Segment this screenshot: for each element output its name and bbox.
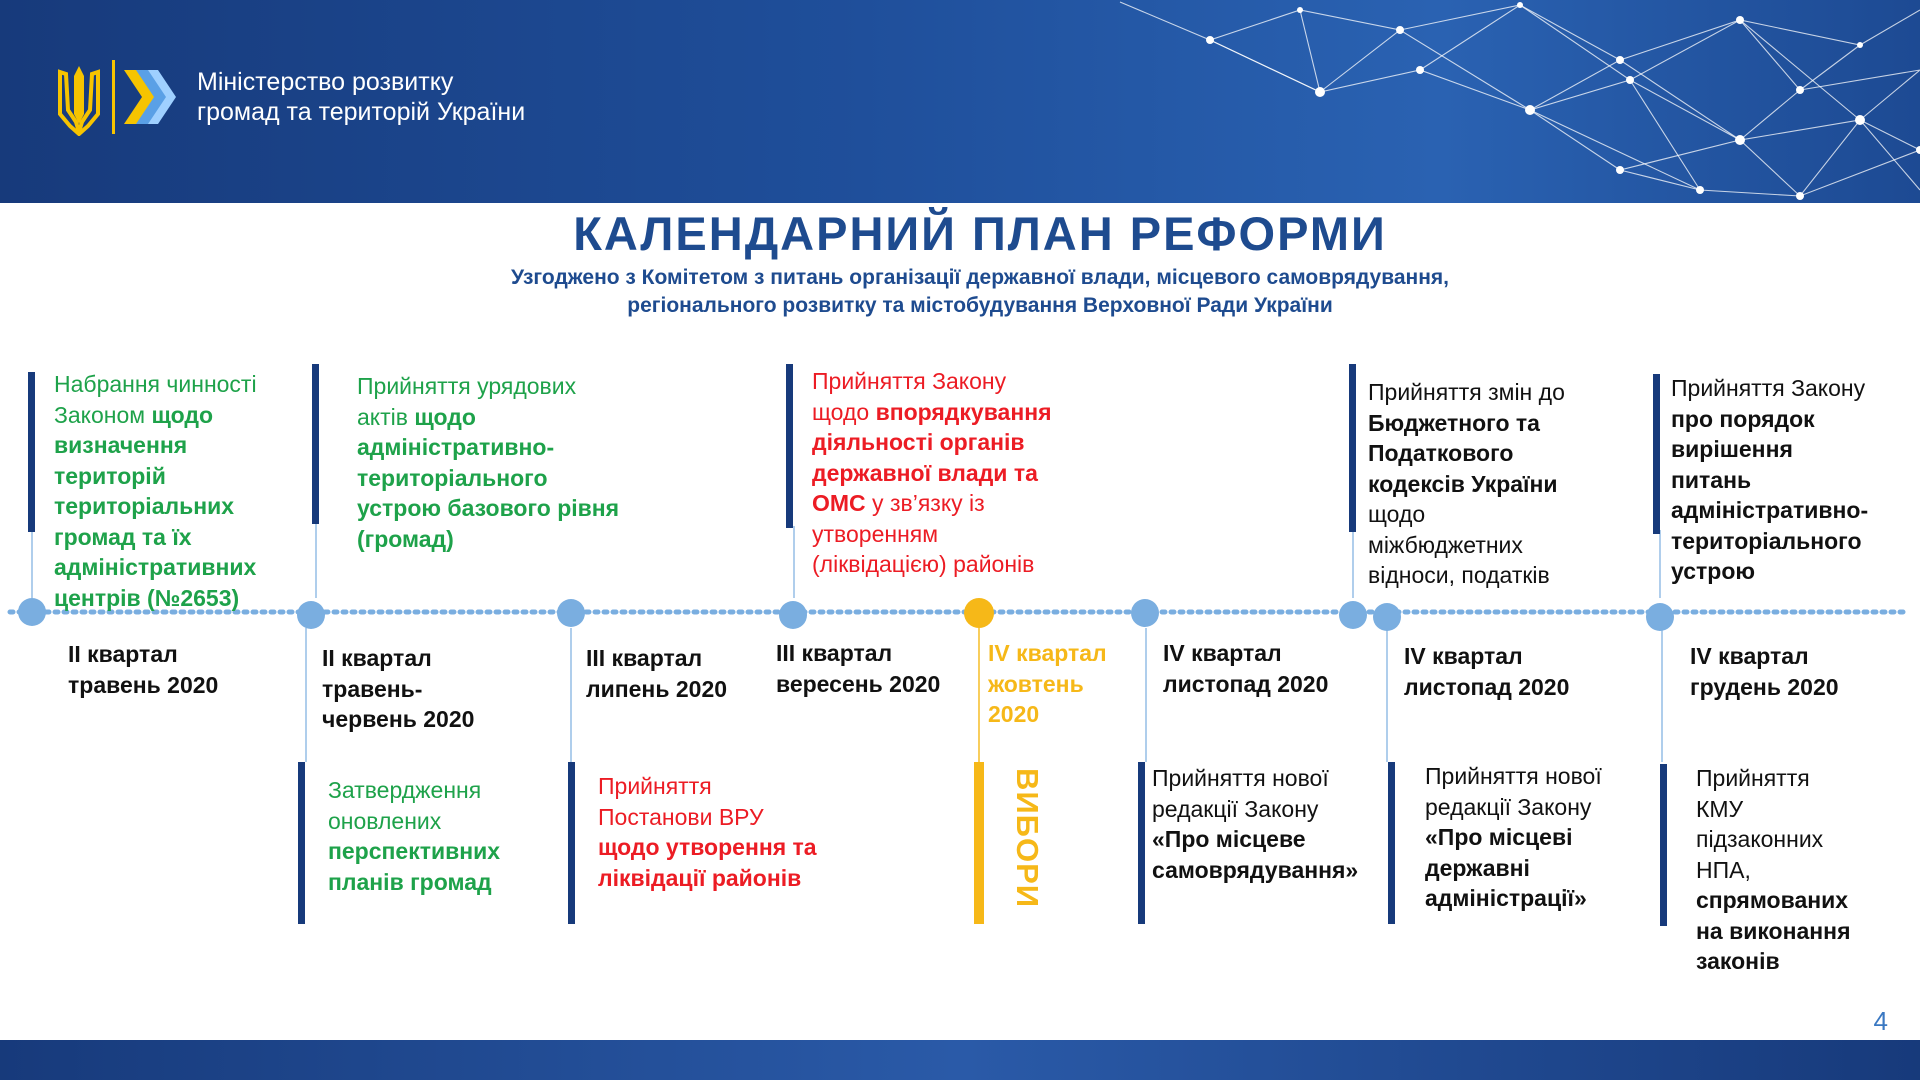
marker-bar-top-1	[28, 372, 35, 532]
date-label-3: III квартал липень 2020	[586, 645, 728, 702]
event-top-3: Прийняття Закону щодо впорядкування діяльності органів державної влади та ОМС у зв’язку із утворенням (ліквідацією) районів	[812, 368, 1052, 577]
marker-bar-elections	[974, 762, 984, 924]
marker-bar-top-3	[786, 364, 793, 528]
subtitle-line-2: регіонального розвитку та містобудування Верховної Ради України	[627, 294, 1333, 317]
subtitle-line-1: Узгоджено з Комітетом з питань організації державної влади, місцевого самоврядування,	[510, 266, 1450, 289]
event-bottom-1: Затвердження оновлених перспективних планів громад	[328, 777, 501, 895]
elections-label: ВИБОРИ	[1010, 768, 1045, 909]
date-label-4: III квартал вересень 2020	[776, 640, 941, 697]
marker-bar-bottom-2	[568, 762, 575, 924]
milestone-dot-8	[1646, 603, 1674, 631]
date-label-6: IV квартал листопад 2020	[1163, 640, 1329, 697]
page-number: 4	[1873, 1006, 1888, 1036]
event-bottom-5: Прийняття нової редакції Закону «Про місцеві державні адміністрації»	[1425, 763, 1602, 911]
footer-bar	[0, 1040, 1920, 1080]
ministry-name-line-1: Міністерство розвитку	[197, 68, 454, 96]
marker-bar-top-2	[312, 364, 319, 524]
event-bottom-6: Прийняття КМУ підзаконних НПА, спрямованих на виконання законів	[1696, 765, 1851, 974]
milestone-dot-elections	[964, 598, 994, 628]
event-top-1: Набрання чинності Законом щодо визначення територій територіальних громад та їх адміністративних центрів (№2653)	[54, 371, 257, 611]
ministry-name-line-2: громад та територій України	[197, 98, 526, 126]
milestone-dot-3	[557, 599, 585, 627]
event-top-5: Прийняття Закону про порядок вирішення питань адміністративно- територіального устрою	[1671, 375, 1869, 584]
date-label-1: II квартал травень 2020	[68, 641, 219, 698]
milestone-dot-7a	[1339, 601, 1367, 629]
milestone-dot-6	[1131, 599, 1159, 627]
date-label-8: IV квартал грудень 2020	[1690, 643, 1839, 700]
date-label-7: IV квартал листопад 2020	[1404, 643, 1570, 700]
marker-bar-top-4	[1349, 364, 1356, 532]
milestone-dot-1	[18, 598, 46, 626]
event-top-4: Прийняття змін до Бюджетного та Податкового кодексів України щодо міжбюджетних відноси, податків	[1368, 379, 1565, 588]
event-bottom-4: Прийняття нової редакції Закону «Про місцеве самоврядування»	[1152, 765, 1359, 883]
milestone-dot-4	[779, 601, 807, 629]
page-title: КАЛЕНДАРНИЙ ПЛАН РЕФОРМИ	[573, 207, 1387, 260]
marker-bar-bottom-6	[1660, 764, 1667, 926]
event-bottom-2: Прийняття Постанови ВРУ щодо утворення та ліквідації районів	[598, 773, 817, 891]
event-top-2: Прийняття урядових актів щодо адміністративно- територіального устрою базового рівня (громад)	[357, 373, 620, 552]
date-label-5: IV квартал жовтень 2020	[988, 640, 1107, 727]
marker-bar-bottom-4	[1138, 762, 1145, 924]
marker-bar-top-5	[1653, 374, 1660, 534]
marker-bar-bottom-1	[298, 762, 305, 924]
date-label-2: II квартал травень- червень 2020	[322, 645, 475, 732]
milestone-dot-7b	[1373, 603, 1401, 631]
